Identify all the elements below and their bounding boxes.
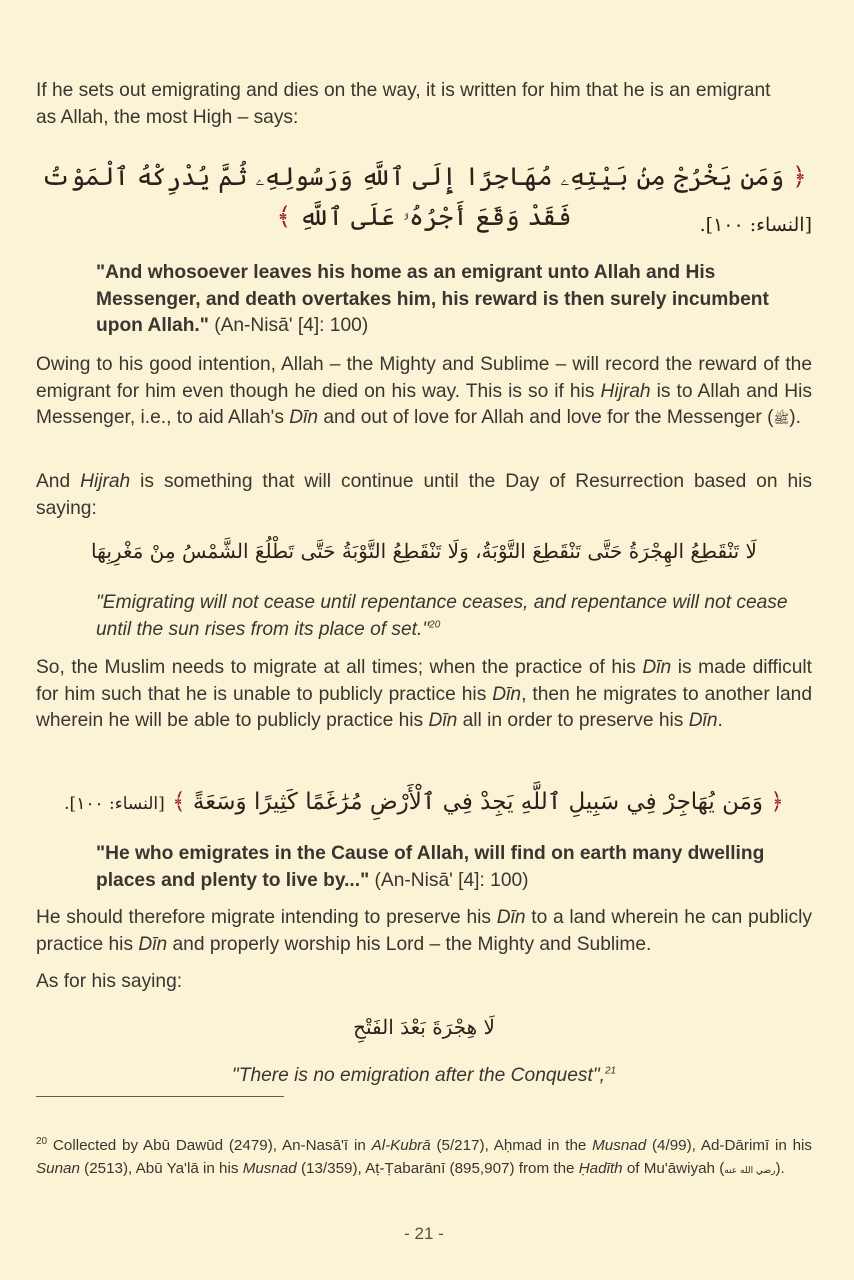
paragraph-2: Owing to his good intention, Allah – the Mighty and Sublime – will record the reward of the emigrant for him even though he died on his way. This is so if his Hijrah is to Allah and His Messenger, i.e., to aid Allah's Dīn and out of love for Allah and love for the Messenger (ﷺ). [36, 354, 812, 428]
footnote-20: $^{20}$ Collected by Abū Dawūd (2479), An-Nasā'ī in Al-Kubrā (5/217), Aḥmad in the Musnad (4/99), Ad-Dārimī in his Sunan (2513), Abū Ya'lā in his Musnad (13/359), Aṭ-Ṭabarānī (895,907) from the Ḥadīth of Mu'āwiyah (رضي الله عنه). [36, 1135, 812, 1177]
hadith-arabic-2: لَا هِجْرَةَ بَعْدَ الفَتْحِ [353, 1015, 495, 1039]
paragraph-3: And Hijrah is something that will continue until the Day of Resurrection based on his saying: [36, 471, 812, 519]
bracket-close: ﴾ [276, 202, 292, 231]
footnote-divider [36, 1096, 284, 1097]
salutation-glyph: رضي الله عنه [724, 1165, 776, 1176]
quran-verse-2 [36, 782, 812, 824]
bracket-close: ﴾ [172, 789, 186, 815]
translation-1: "And whosoever leaves his home as an emigrant unto Allah and His Messenger, and death overtakes him, his reward is then surely incumbent upon Allah." (An-Nisā' [4]: 100) [96, 262, 769, 336]
footnote-ref-21[interactable]: 21 [604, 1065, 617, 1077]
page-number: - 21 - [404, 1224, 444, 1243]
salutation-glyph: ﷺ [773, 412, 790, 427]
verse-reference-1: [النساء: ١٠٠]. [699, 214, 812, 236]
hadith-arabic-1: لَا تَنْقَطِعُ الهِجْرَةُ حَتَّى تَنْقَطِعَ التَّوْبَةُ، وَلَا تَنْقَطِعُ التَّوْبَةُ حَتَّى تَطْلُعَ الشَّمْسُ مِنْ مَغْرِبِهَا [91, 539, 757, 563]
verse-text: وَمَن يُهَاجِرْ فِي سَبِيلِ ٱللَّهِ يَجِدْ فِي ٱلْأَرْضِ مُرَٰغَمًا كَثِيرًا وَسَعَةً [192, 789, 764, 815]
translation-3: "He who emigrates in the Cause of Allah, will find on earth many dwelling places and plenty to live by..." (An-Nisā' [4]: 100) [96, 843, 765, 891]
footnote-ref-20[interactable]: 20 [429, 619, 441, 631]
paragraph-1: If he sets out emigrating and dies on the way, it is written for him that he is an emigrant as Allah, the most High – says: [36, 80, 771, 128]
paragraph-6: As for his saying: [36, 971, 183, 992]
translation-4: "There is no emigration after the Conquest",$^{21}$ [231, 1065, 617, 1086]
footnote-number: 20 [36, 1135, 48, 1147]
verse-text: وَمَن يَخْرُجْ مِنۢ بَيْتِهِۦ مُهَاجِرًا إِلَى ٱللَّهِ وَرَسُولِهِۦ ثُمَّ يُدْرِكْهُ ٱلْمَوْتُ فَقَدْ وَقَعَ أَجْرُهُۥ عَلَى ٱللَّهِ [41, 162, 785, 231]
translation-2: "Emigrating will not cease until repentance ceases, and repentance will not cease until the sun rises from its place of set."$^{20}$ [96, 592, 788, 640]
paragraph-4: So, the Muslim needs to migrate at all times; when the practice of his Dīn is made difficult for him such that he is unable to publicly practice his Dīn, then he migrates to another land wherein he will be able to publicly practice his Dīn all in order to preserve his Dīn. [36, 657, 812, 731]
verse-reference-2: [النساء: ١٠٠]. [64, 794, 165, 814]
bracket-open: ﴿ [770, 789, 784, 815]
bracket-open: ﴿ [792, 162, 807, 191]
paragraph-5: He should therefore migrate intending to preserve his Dīn to a land wherein he can publicly practice his Dīn and properly worship his Lord – the Mighty and Sublime. [36, 907, 812, 955]
